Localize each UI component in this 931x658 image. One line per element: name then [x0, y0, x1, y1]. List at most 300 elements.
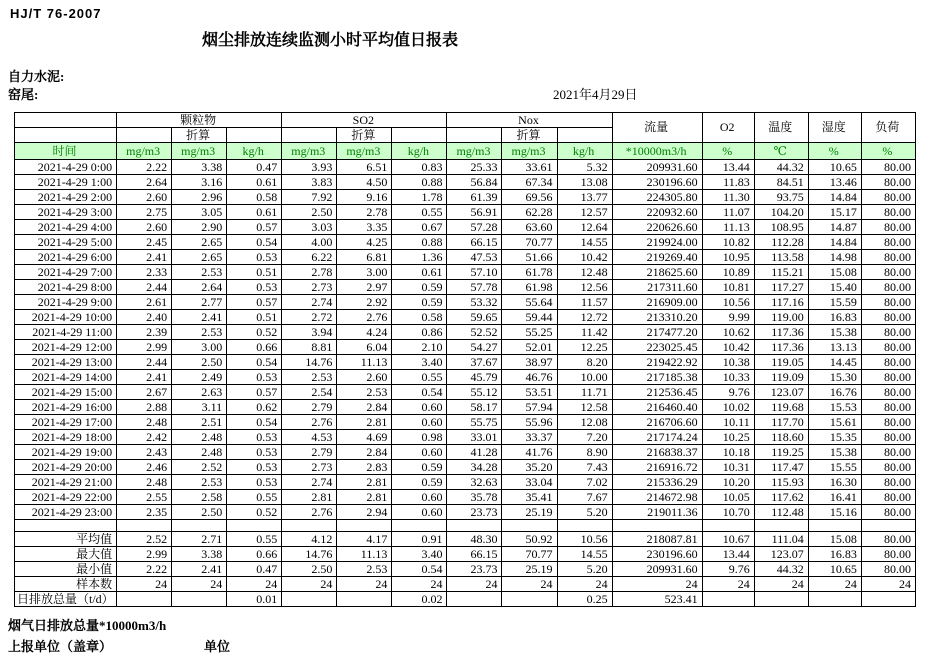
value-cell: 13.46	[808, 175, 861, 190]
value-cell: 2.50	[282, 205, 337, 220]
value-cell: 3.38	[172, 160, 227, 175]
value-cell: 2.53	[172, 325, 227, 340]
value-cell: 55.25	[502, 325, 557, 340]
value-cell: 119.25	[754, 445, 808, 460]
value-cell: 2.72	[282, 310, 337, 325]
value-cell: 3.94	[282, 325, 337, 340]
value-cell: 9.16	[337, 190, 392, 205]
value-cell: 117.36	[754, 340, 808, 355]
value-cell: 8.20	[557, 355, 612, 370]
value-cell: 217174.24	[612, 430, 702, 445]
value-cell: 62.28	[502, 205, 557, 220]
value-cell: 12.08	[557, 415, 612, 430]
location-label: 窑尾:	[8, 87, 39, 102]
value-cell: 6.81	[337, 250, 392, 265]
value-cell: 10.62	[702, 325, 754, 340]
value-cell: 4.25	[337, 235, 392, 250]
value-cell: 57.94	[502, 400, 557, 415]
value-cell: 23.73	[447, 562, 502, 577]
value-cell: 2.92	[337, 295, 392, 310]
value-cell: 7.92	[282, 190, 337, 205]
value-cell: 5.20	[557, 505, 612, 520]
table-row	[15, 235, 916, 250]
value-cell: 32.63	[447, 475, 502, 490]
value-cell: 35.78	[447, 490, 502, 505]
blank-cell	[15, 113, 117, 128]
spacer-cell	[557, 520, 612, 532]
summary-label: 样本数	[15, 577, 117, 592]
table-row	[15, 280, 916, 295]
value-cell: 209931.60	[612, 562, 702, 577]
value-cell: 9.99	[702, 310, 754, 325]
value-cell: 2.45	[117, 235, 172, 250]
value-cell: 0.55	[227, 490, 282, 505]
value-cell: 66.15	[447, 547, 502, 562]
value-cell: 10.82	[702, 235, 754, 250]
value-cell: 2.35	[117, 505, 172, 520]
value-cell: 2.76	[282, 505, 337, 520]
value-cell: 0.60	[392, 445, 447, 460]
value-cell: 3.00	[337, 265, 392, 280]
value-cell: 220626.60	[612, 220, 702, 235]
value-cell: 0.57	[227, 295, 282, 310]
value-cell: 3.35	[337, 220, 392, 235]
value-cell: 216706.60	[612, 415, 702, 430]
value-cell: 80.00	[861, 547, 915, 562]
summary-label: 最小值	[15, 562, 117, 577]
table-row	[15, 250, 916, 265]
value-cell: 2.65	[172, 250, 227, 265]
value-cell: 15.17	[808, 205, 861, 220]
value-cell: 224305.80	[612, 190, 702, 205]
value-cell: 14.87	[808, 220, 861, 235]
reporting-unit-label: 上报单位（盖章）	[8, 639, 113, 654]
value-cell: 14.84	[808, 190, 861, 205]
value-cell: 2.71	[172, 532, 227, 547]
value-cell: 80.00	[861, 220, 915, 235]
spacer-cell	[861, 520, 915, 532]
value-cell: 0.25	[557, 592, 612, 607]
value-cell: 2.63	[172, 385, 227, 400]
value-cell: 219269.40	[612, 250, 702, 265]
value-cell: 84.51	[754, 175, 808, 190]
summary-label: 最大值	[15, 547, 117, 562]
value-cell: 123.07	[754, 385, 808, 400]
value-cell: 2.42	[117, 430, 172, 445]
value-cell	[754, 592, 808, 607]
blank-cell	[282, 128, 337, 143]
value-cell: 13.44	[702, 160, 754, 175]
value-cell: 219924.00	[612, 235, 702, 250]
value-cell: 0.55	[227, 532, 282, 547]
summary-label: 日排放总量（t/d）	[15, 592, 117, 607]
value-cell: 112.28	[754, 235, 808, 250]
spacer-cell	[15, 520, 117, 532]
value-cell: 47.53	[447, 250, 502, 265]
value-cell: 57.78	[447, 280, 502, 295]
table-row	[15, 340, 916, 355]
value-cell: 216909.00	[612, 295, 702, 310]
unit-cell: mg/m3	[447, 143, 502, 160]
value-cell: 11.83	[702, 175, 754, 190]
value-cell: 2.48	[172, 445, 227, 460]
value-cell: 52.52	[447, 325, 502, 340]
value-cell: 3.40	[392, 547, 447, 562]
value-cell: 0.53	[227, 280, 282, 295]
value-cell	[447, 592, 502, 607]
value-cell: 11.42	[557, 325, 612, 340]
value-cell: 0.54	[392, 562, 447, 577]
value-cell: 15.59	[808, 295, 861, 310]
value-cell: 13.08	[557, 175, 612, 190]
value-cell: 10.18	[702, 445, 754, 460]
value-cell: 59.65	[447, 310, 502, 325]
value-cell: 2.50	[172, 355, 227, 370]
value-cell: 0.52	[227, 325, 282, 340]
value-cell: 2.94	[337, 505, 392, 520]
value-cell: 41.28	[447, 445, 502, 460]
value-cell: 24	[502, 577, 557, 592]
table-row	[15, 475, 916, 490]
value-cell: 0.51	[227, 265, 282, 280]
value-cell: 12.58	[557, 400, 612, 415]
spacer-cell	[117, 520, 172, 532]
value-cell: 15.55	[808, 460, 861, 475]
value-cell: 10.81	[702, 280, 754, 295]
time-cell: 2021-4-29 12:00	[15, 340, 117, 355]
unit-header-row	[15, 143, 916, 160]
value-cell: 0.66	[227, 547, 282, 562]
value-cell: 0.54	[227, 415, 282, 430]
value-cell: 119.00	[754, 310, 808, 325]
value-cell: 12.48	[557, 265, 612, 280]
value-cell: 7.67	[557, 490, 612, 505]
value-cell: 3.40	[392, 355, 447, 370]
value-cell: 12.57	[557, 205, 612, 220]
value-cell: 2.48	[117, 415, 172, 430]
value-cell: 0.54	[227, 355, 282, 370]
value-cell: 2.48	[172, 430, 227, 445]
time-cell: 2021-4-29 17:00	[15, 415, 117, 430]
value-cell: 209931.60	[612, 160, 702, 175]
value-cell: 10.25	[702, 430, 754, 445]
value-cell: 6.04	[337, 340, 392, 355]
value-cell: 230196.60	[612, 547, 702, 562]
value-cell: 10.56	[702, 295, 754, 310]
value-cell: 10.95	[702, 250, 754, 265]
value-cell: 0.55	[392, 370, 447, 385]
value-cell: 2.50	[172, 505, 227, 520]
value-cell: 2.52	[172, 460, 227, 475]
value-cell: 523.41	[612, 592, 702, 607]
value-cell: 10.31	[702, 460, 754, 475]
unit-cell: %	[702, 143, 754, 160]
blank-cell	[392, 128, 447, 143]
value-cell: 2.81	[282, 490, 337, 505]
value-cell: 4.17	[337, 532, 392, 547]
value-cell: 217185.38	[612, 370, 702, 385]
value-cell: 25.19	[502, 505, 557, 520]
table-row	[15, 295, 916, 310]
blank-cell	[557, 128, 612, 143]
value-cell: 59.44	[502, 310, 557, 325]
value-cell: 24	[282, 577, 337, 592]
value-cell: 80.00	[861, 385, 915, 400]
value-cell: 4.53	[282, 430, 337, 445]
value-cell: 14.45	[808, 355, 861, 370]
value-cell: 2.51	[172, 415, 227, 430]
time-cell: 2021-4-29 1:00	[15, 175, 117, 190]
value-cell: 16.30	[808, 475, 861, 490]
value-cell: 2.76	[337, 310, 392, 325]
value-cell: 80.00	[861, 475, 915, 490]
group-header-so2: SO2	[282, 113, 447, 128]
table-row	[15, 460, 916, 475]
value-cell: 4.50	[337, 175, 392, 190]
value-cell: 2.41	[117, 370, 172, 385]
value-cell: 2.46	[117, 460, 172, 475]
value-cell: 0.60	[392, 490, 447, 505]
value-cell: 6.51	[337, 160, 392, 175]
value-cell: 37.67	[447, 355, 502, 370]
value-cell: 0.51	[227, 310, 282, 325]
value-cell: 11.13	[337, 355, 392, 370]
col-header-temperature: 温度	[754, 113, 808, 143]
table-row	[15, 205, 916, 220]
value-cell: 2.84	[337, 445, 392, 460]
blank-cell	[15, 128, 117, 143]
unit-cell: %	[861, 143, 915, 160]
value-cell: 115.93	[754, 475, 808, 490]
value-cell: 55.64	[502, 295, 557, 310]
value-cell	[502, 592, 557, 607]
value-cell: 217477.20	[612, 325, 702, 340]
unit-label: 单位	[204, 639, 231, 654]
converted-header: 折算	[502, 128, 557, 143]
time-cell: 2021-4-29 0:00	[15, 160, 117, 175]
value-cell: 55.12	[447, 385, 502, 400]
value-cell: 15.08	[808, 532, 861, 547]
value-cell: 56.91	[447, 205, 502, 220]
time-cell: 2021-4-29 11:00	[15, 325, 117, 340]
value-cell: 61.78	[502, 265, 557, 280]
time-cell: 2021-4-29 14:00	[15, 370, 117, 385]
value-cell: 2.78	[337, 205, 392, 220]
value-cell: 24	[861, 577, 915, 592]
value-cell: 13.77	[557, 190, 612, 205]
value-cell: 15.38	[808, 325, 861, 340]
value-cell: 0.60	[392, 415, 447, 430]
spacer-cell	[282, 520, 337, 532]
value-cell: 80.00	[861, 250, 915, 265]
value-cell	[337, 592, 392, 607]
value-cell: 80.00	[861, 355, 915, 370]
value-cell: 57.28	[447, 220, 502, 235]
value-cell: 61.39	[447, 190, 502, 205]
value-cell: 44.32	[754, 160, 808, 175]
value-cell: 117.70	[754, 415, 808, 430]
blank-cell	[447, 128, 502, 143]
value-cell: 0.47	[227, 562, 282, 577]
value-cell: 80.00	[861, 370, 915, 385]
value-cell: 24	[612, 577, 702, 592]
value-cell: 119.68	[754, 400, 808, 415]
value-cell: 10.38	[702, 355, 754, 370]
value-cell: 80.00	[861, 310, 915, 325]
value-cell: 117.27	[754, 280, 808, 295]
group-header-particulate: 颗粒物	[117, 113, 282, 128]
time-cell: 2021-4-29 21:00	[15, 475, 117, 490]
value-cell: 2.81	[337, 475, 392, 490]
value-cell: 2.53	[172, 475, 227, 490]
value-cell: 80.00	[861, 325, 915, 340]
time-cell: 2021-4-29 4:00	[15, 220, 117, 235]
value-cell: 10.00	[557, 370, 612, 385]
value-cell	[172, 592, 227, 607]
value-cell: 5.32	[557, 160, 612, 175]
value-cell: 2.60	[117, 220, 172, 235]
value-cell: 0.61	[392, 265, 447, 280]
value-cell: 16.83	[808, 547, 861, 562]
value-cell: 44.32	[754, 562, 808, 577]
value-cell: 0.52	[227, 505, 282, 520]
value-cell: 0.53	[227, 445, 282, 460]
time-cell: 2021-4-29 3:00	[15, 205, 117, 220]
value-cell: 219011.36	[612, 505, 702, 520]
value-cell: 70.77	[502, 235, 557, 250]
value-cell: 10.67	[702, 532, 754, 547]
flow-total-note: 烟气日排放总量*10000m3/h	[8, 618, 167, 633]
value-cell: 2.99	[117, 547, 172, 562]
converted-header: 折算	[337, 128, 392, 143]
value-cell: 11.13	[337, 547, 392, 562]
col-header-load: 负荷	[861, 113, 915, 143]
value-cell: 13.13	[808, 340, 861, 355]
value-cell: 24	[808, 577, 861, 592]
value-cell: 2.99	[117, 340, 172, 355]
value-cell: 16.76	[808, 385, 861, 400]
value-cell: 119.09	[754, 370, 808, 385]
value-cell: 2.84	[337, 400, 392, 415]
value-cell: 58.17	[447, 400, 502, 415]
unit-cell: *10000m3/h	[612, 143, 702, 160]
value-cell: 3.05	[172, 205, 227, 220]
unit-cell: kg/h	[557, 143, 612, 160]
spacer-cell	[227, 520, 282, 532]
spacer-cell	[754, 520, 808, 532]
value-cell: 80.00	[861, 160, 915, 175]
value-cell: 2.60	[117, 190, 172, 205]
value-cell: 10.56	[557, 532, 612, 547]
value-cell: 24	[557, 577, 612, 592]
value-cell: 0.91	[392, 532, 447, 547]
time-cell: 2021-4-29 9:00	[15, 295, 117, 310]
value-cell: 2.64	[117, 175, 172, 190]
value-cell: 56.84	[447, 175, 502, 190]
value-cell: 3.03	[282, 220, 337, 235]
value-cell: 15.08	[808, 265, 861, 280]
value-cell: 0.67	[392, 220, 447, 235]
value-cell: 7.20	[557, 430, 612, 445]
value-cell: 2.39	[117, 325, 172, 340]
data-rows	[15, 160, 916, 607]
table-row	[15, 490, 916, 505]
value-cell: 2.88	[117, 400, 172, 415]
unit-cell: mg/m3	[337, 143, 392, 160]
value-cell: 12.25	[557, 340, 612, 355]
value-cell: 12.56	[557, 280, 612, 295]
value-cell: 113.58	[754, 250, 808, 265]
value-cell: 10.65	[808, 160, 861, 175]
value-cell: 10.11	[702, 415, 754, 430]
value-cell: 80.00	[861, 400, 915, 415]
value-cell: 11.57	[557, 295, 612, 310]
value-cell: 2.78	[282, 265, 337, 280]
table-row	[15, 220, 916, 235]
value-cell: 0.59	[392, 280, 447, 295]
value-cell: 2.53	[337, 562, 392, 577]
unit-cell: mg/m3	[502, 143, 557, 160]
value-cell: 35.20	[502, 460, 557, 475]
value-cell: 2.81	[337, 415, 392, 430]
value-cell: 2.41	[172, 562, 227, 577]
value-cell: 0.60	[392, 505, 447, 520]
value-cell: 2.22	[117, 160, 172, 175]
value-cell: 12.72	[557, 310, 612, 325]
value-cell: 80.00	[861, 445, 915, 460]
value-cell: 112.48	[754, 505, 808, 520]
value-cell: 108.95	[754, 220, 808, 235]
time-cell: 2021-4-29 6:00	[15, 250, 117, 265]
value-cell	[702, 592, 754, 607]
value-cell: 0.57	[227, 220, 282, 235]
table-row	[15, 400, 916, 415]
value-cell: 0.66	[227, 340, 282, 355]
value-cell: 9.76	[702, 562, 754, 577]
value-cell: 54.27	[447, 340, 502, 355]
value-cell: 2.90	[172, 220, 227, 235]
value-cell: 80.00	[861, 205, 915, 220]
value-cell: 2.83	[337, 460, 392, 475]
value-cell: 80.00	[861, 265, 915, 280]
col-header-flow: 流量	[612, 113, 702, 143]
value-cell: 13.44	[702, 547, 754, 562]
value-cell: 2.64	[172, 280, 227, 295]
value-cell: 2.33	[117, 265, 172, 280]
value-cell: 4.00	[282, 235, 337, 250]
value-cell: 0.47	[227, 160, 282, 175]
value-cell	[808, 592, 861, 607]
value-cell	[282, 592, 337, 607]
spacer-cell	[392, 520, 447, 532]
report-date: 2021年4月29日	[553, 87, 638, 102]
value-cell: 24	[337, 577, 392, 592]
value-cell: 3.93	[282, 160, 337, 175]
value-cell: 2.79	[282, 400, 337, 415]
value-cell: 223025.45	[612, 340, 702, 355]
value-cell: 80.00	[861, 235, 915, 250]
value-cell: 0.58	[392, 310, 447, 325]
value-cell: 2.77	[172, 295, 227, 310]
value-cell: 15.53	[808, 400, 861, 415]
company-label: 自力水泥:	[8, 69, 65, 84]
value-cell: 53.32	[447, 295, 502, 310]
value-cell: 2.53	[172, 265, 227, 280]
value-cell: 15.40	[808, 280, 861, 295]
value-cell: 15.61	[808, 415, 861, 430]
value-cell: 2.44	[117, 280, 172, 295]
blank-cell	[117, 128, 172, 143]
